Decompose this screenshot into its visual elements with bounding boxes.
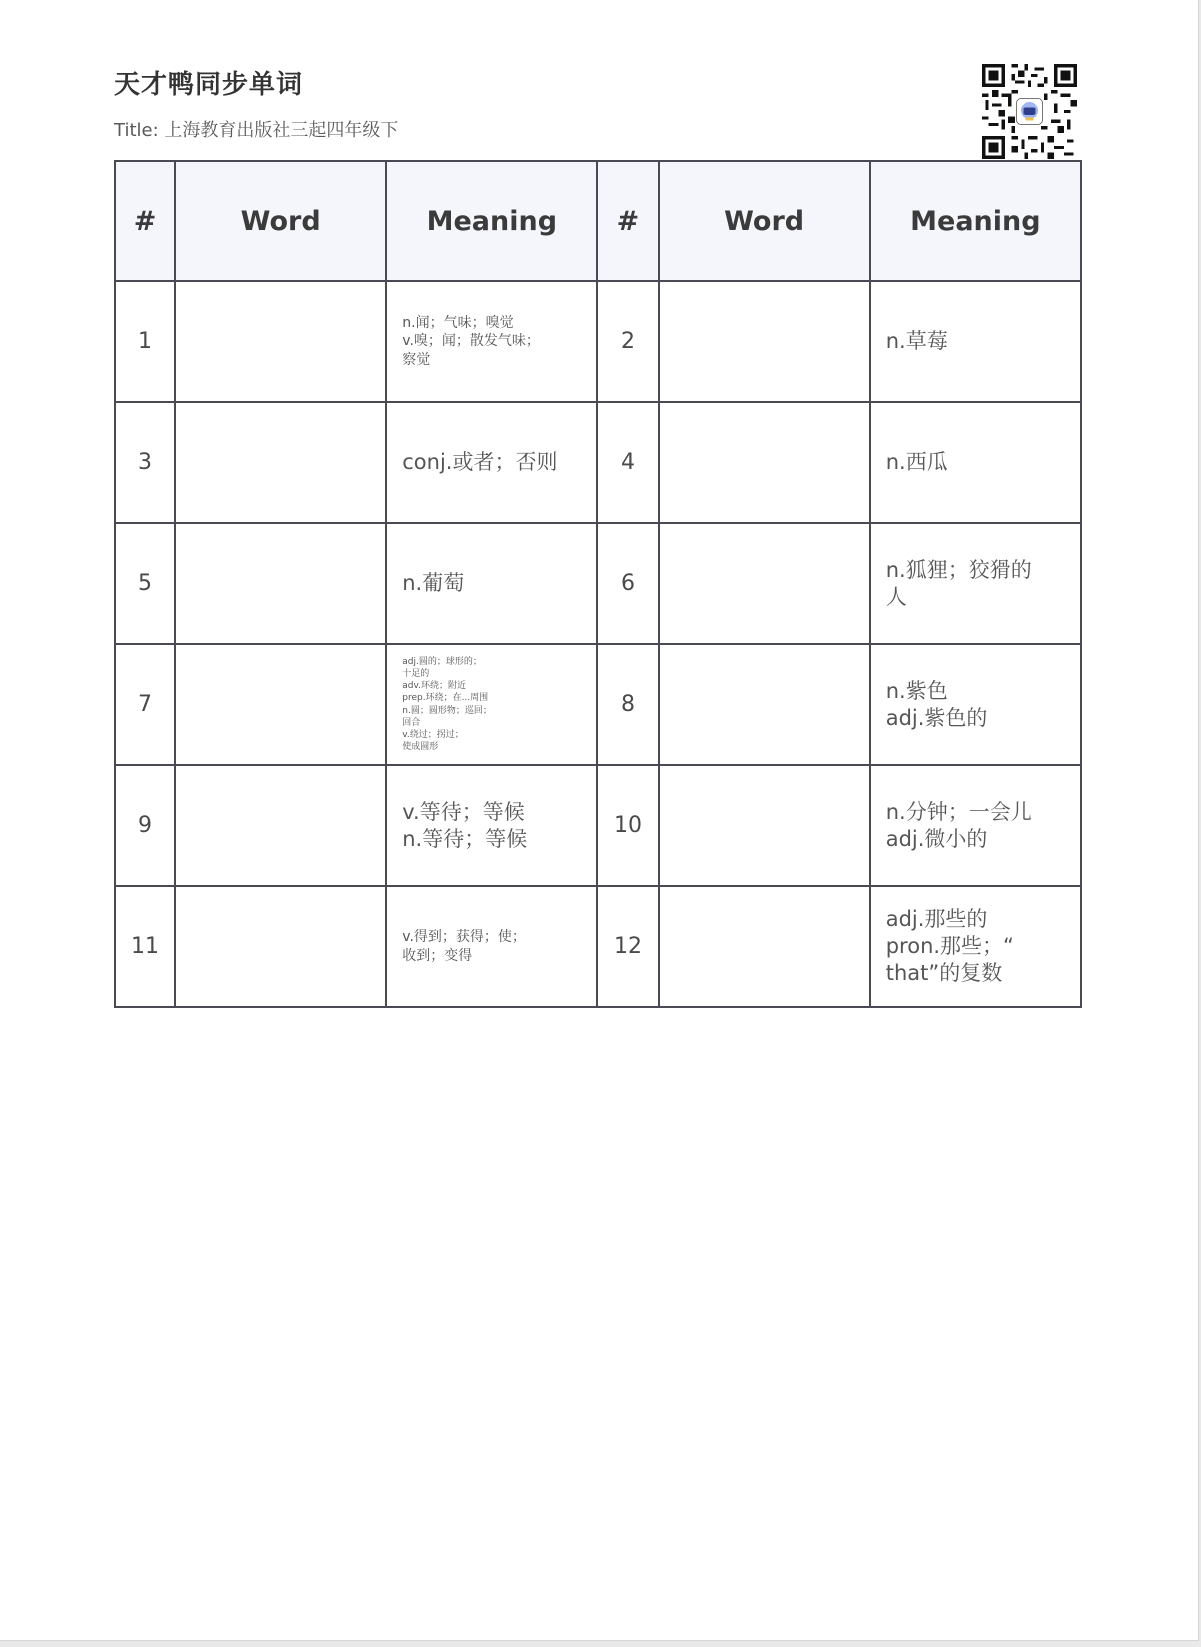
- entry-number: 6: [597, 523, 658, 644]
- entry-number: 4: [597, 402, 658, 523]
- entry-number: 1: [115, 281, 175, 402]
- table-row: [115, 523, 1081, 644]
- table-row: [115, 402, 1081, 523]
- entry-meaning: n.草莓: [870, 281, 1081, 402]
- table-row: [115, 644, 1081, 765]
- word-table: [114, 160, 1082, 1008]
- table-header-row: [115, 161, 1081, 281]
- entry-word-blank: [659, 523, 870, 644]
- table-row: [115, 886, 1081, 1007]
- col-header-word: Word: [175, 161, 386, 281]
- entry-number: 10: [597, 765, 658, 886]
- entry-meaning: n.紫色 adj.紫色的: [870, 644, 1081, 765]
- col-header-number-2: #: [597, 161, 658, 281]
- qr-code-icon: [982, 64, 1077, 159]
- entry-word-blank: [175, 644, 386, 765]
- entry-number: 2: [597, 281, 658, 402]
- entry-meaning: conj.或者；否则: [386, 402, 597, 523]
- entry-word-blank: [659, 886, 870, 1007]
- entry-meaning: n.闻；气味；嗅觉 v.嗅；闻；散发气味； 察觉: [386, 281, 597, 402]
- entry-meaning: adj.圆的；球形的； 十足的 adv.环绕；附近 prep.环绕；在...周围 n.圆；圆形物；巡回； 回合 v.绕过；拐过； 使成圆形: [386, 644, 597, 765]
- entry-meaning: v.得到；获得；使； 收到；变得: [386, 886, 597, 1007]
- entry-number: 5: [115, 523, 175, 644]
- entry-word-blank: [175, 402, 386, 523]
- entry-number: 3: [115, 402, 175, 523]
- page-subtitle: Title: 上海教育出版社三起四年级下: [114, 120, 399, 141]
- table-row: [115, 281, 1081, 402]
- entry-number: 8: [597, 644, 658, 765]
- entry-word-blank: [175, 281, 386, 402]
- entry-word-blank: [175, 765, 386, 886]
- col-header-word-2: Word: [659, 161, 870, 281]
- entry-number: 12: [597, 886, 658, 1007]
- col-header-meaning-2: Meaning: [870, 161, 1081, 281]
- entry-word-blank: [175, 523, 386, 644]
- page-title: 天才鸭同步单词: [114, 70, 304, 100]
- entry-meaning: n.分钟；一会儿 adj.微小的: [870, 765, 1081, 886]
- entry-number: 9: [115, 765, 175, 886]
- entry-meaning: n.狐狸；狡猾的 人: [870, 523, 1081, 644]
- entry-number: 7: [115, 644, 175, 765]
- entry-number: 11: [115, 886, 175, 1007]
- col-header-meaning: Meaning: [386, 161, 597, 281]
- col-header-number: #: [115, 161, 175, 281]
- entry-word-blank: [659, 765, 870, 886]
- entry-meaning: n.西瓜: [870, 402, 1081, 523]
- entry-meaning: v.等待；等候 n.等待；等候: [386, 765, 597, 886]
- entry-meaning: adj.那些的 pron.那些；“ that”的复数: [870, 886, 1081, 1007]
- table-row: [115, 765, 1081, 886]
- entry-word-blank: [659, 402, 870, 523]
- entry-word-blank: [175, 886, 386, 1007]
- entry-meaning: n.葡萄: [386, 523, 597, 644]
- entry-word-blank: [659, 644, 870, 765]
- entry-word-blank: [659, 281, 870, 402]
